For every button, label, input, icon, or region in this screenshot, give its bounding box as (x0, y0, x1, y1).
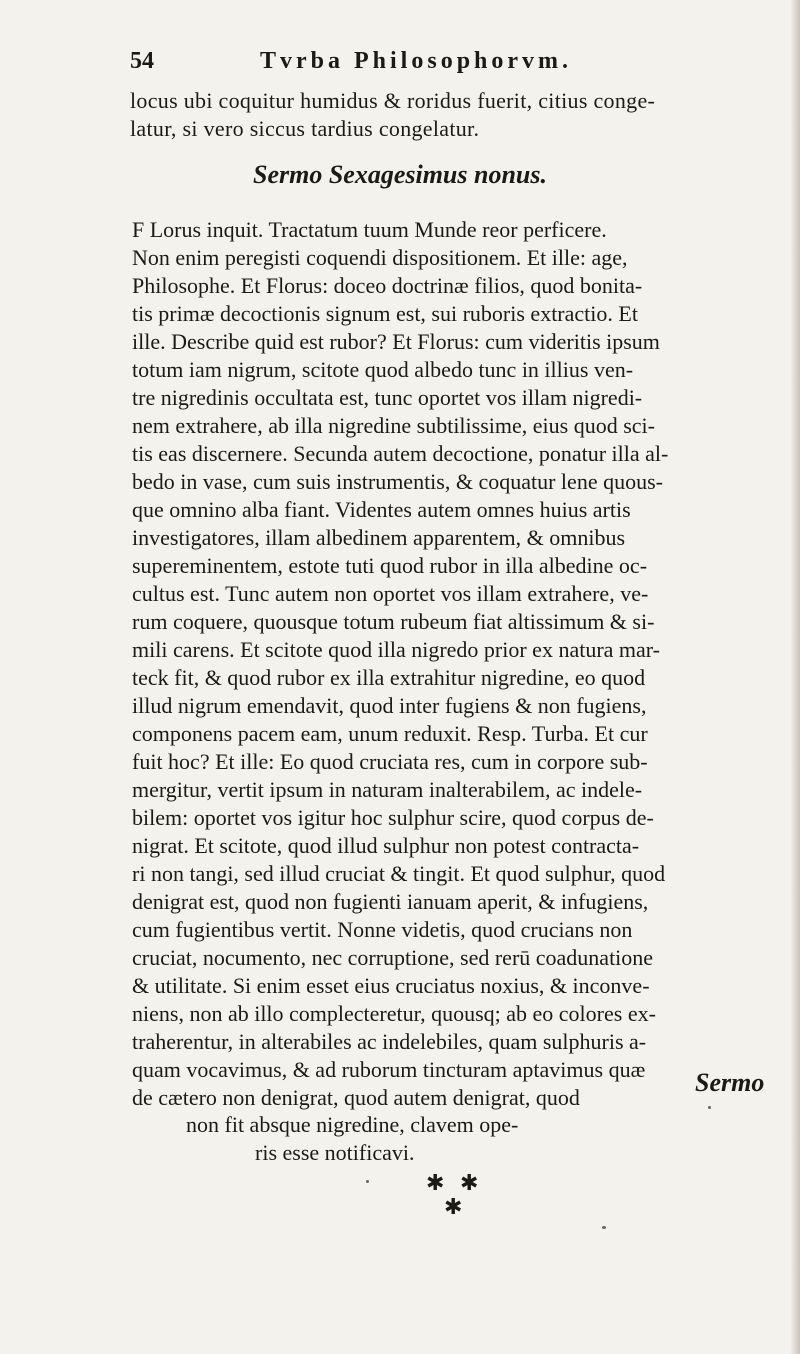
body-line: traherentur, in alterabiles ac indelebiles, quam sulphuris a- (132, 1029, 647, 1054)
body-line: supereminentem, estote tuti quod rubor in illa albedine oc- (132, 553, 648, 578)
body-line: tis eas discernere. Secunda autem decoctione, ponatur illa al- (132, 441, 669, 466)
intro-line-1: locus ubi coquitur humidus & roridus fuerit, citius conge- (130, 88, 656, 113)
body-line: componens pacem eam, unum reduxit. Resp. Turba. Et cur (132, 721, 648, 746)
svg-text:✱: ✱ (460, 1171, 479, 1196)
body-line: Philosophe. Et Florus: doceo doctrinæ filios, quod bonita- (132, 273, 643, 298)
body-line: que omnino alba fiant. Videntes autem omnes huius artis (132, 497, 631, 522)
body-line: tre nigredinis occultata est, tunc oportet vos illam nigredi- (132, 385, 643, 410)
intro-line-2: latur, si vero siccus tardius congelatur. (130, 116, 480, 141)
body-line: ri non tangi, sed illud cruciat & tingit. Et quod sulphur, quod (132, 861, 666, 886)
ink-speck (602, 1226, 606, 1229)
asterisk-ornament-icon (408, 1170, 498, 1220)
body-line: bedo in vase, cum suis instrumentis, & coquatur lene quous- (132, 469, 663, 494)
svg-text:✱: ✱ (444, 1195, 463, 1220)
body-line: F Lorus inquit. Tractatum tuum Munde reor perficere. (132, 217, 607, 242)
body-line: mergitur, vertit ipsum in naturam inalterabilem, ac indele- (132, 777, 643, 802)
body-line: tis primæ decoctionis signum est, sui ruboris extractio. Et (132, 301, 638, 326)
body-line: rum coquere, quousque totum rubeum fiat altissimum & si- (132, 609, 655, 634)
page-number: 54 (130, 48, 154, 74)
ink-speck (366, 1180, 369, 1183)
section-heading: Sermo Sexagesimus nonus. (252, 160, 548, 189)
body-line: teck fit, & quod rubor ex illa extrahitur nigredine, eo quod (132, 665, 646, 690)
tail-line-1: non fit absque nigredine, clavem ope- (186, 1112, 519, 1137)
body-line: cultus est. Tunc autem non oportet vos illam extrahere, ve- (132, 581, 649, 606)
body-line: Non enim peregisti coquendi dispositionem. Et ille: age, (132, 245, 628, 270)
body-line: mili carens. Et scitote quod illa nigredo prior ex natura mar- (132, 637, 660, 662)
body-line: totum iam nigrum, scitote quod albedo tunc in illius ven- (132, 357, 634, 382)
body-line: fuit hoc? Et ille: Eo quod cruciata res, cum in corpore sub- (132, 749, 648, 774)
body-line: niens, non ab illo complecteretur, quousq; ab eo colores ex- (132, 1001, 656, 1026)
catchword: Sermo (695, 1068, 765, 1097)
body-line: ille. Describe quid est rubor? Et Florus: cum videritis ipsum (132, 329, 660, 354)
body-line: nigrat. Et scitote, quod illud sulphur non potest contracta- (132, 833, 640, 858)
body-text (132, 216, 792, 1112)
body-line: denigrat est, quod non fugienti ianuam aperit, & infugiens, (132, 889, 649, 914)
body-line: illud nigrum emendavit, quod inter fugiens & non fugiens, (132, 693, 647, 718)
body-line: quam vocavimus, & ad ruborum tincturam aptavimus quæ (132, 1057, 646, 1082)
body-line: de cætero non denigrat, quod autem denigrat, quod (132, 1085, 580, 1110)
running-title: Tvrba Philosophorvm. (260, 48, 573, 74)
ink-speck (708, 1106, 711, 1109)
body-line: cum fugientibus vertit. Nonne videtis, quod crucians non (132, 917, 633, 942)
svg-text:✱: ✱ (426, 1171, 445, 1196)
body-line: investigatores, illam albedinem apparentem, & omnibus (132, 525, 626, 550)
body-line: nem extrahere, ab illa nigredine subtilissime, eius quod sci- (132, 413, 655, 438)
body-line: bilem: oportet vos igitur hoc sulphur scire, quod corpus de- (132, 805, 654, 830)
tail-line-2: ris esse notificavi. (255, 1140, 415, 1165)
body-line: cruciat, nocumento, nec corruptione, sed rerū coadunatione (132, 945, 654, 970)
body-line: & utilitate. Si enim esset eius cruciatus noxius, & inconve- (132, 973, 650, 998)
page-header (130, 48, 650, 78)
